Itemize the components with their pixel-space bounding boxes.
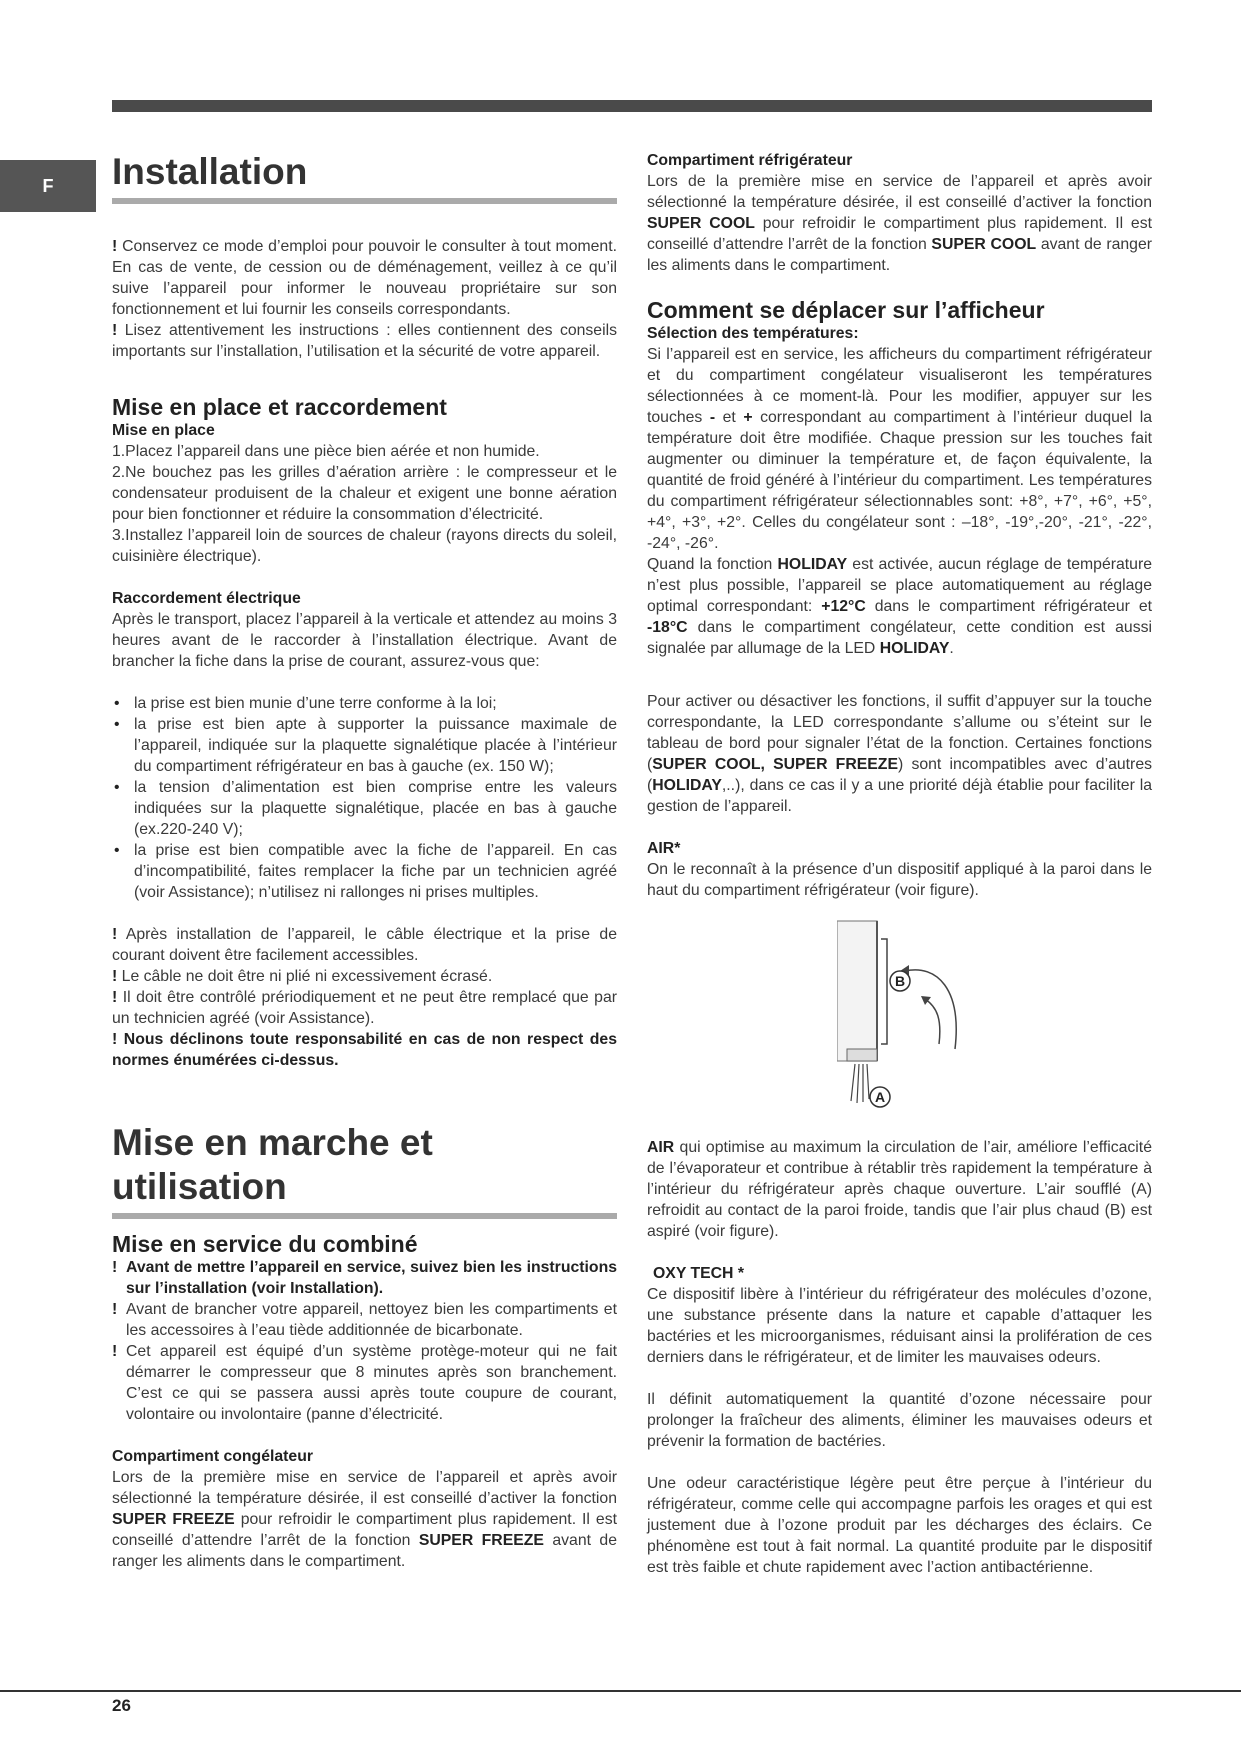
list-item: • la prise est bien apte à supporter la puissance maximale de l’appareil, indiquée sur la plaquette signalétique placée à l’intérieur du compartiment réfrigérateur en bas à gauche (ex. 150 W); (112, 714, 617, 777)
electrical-text: Après le transport, placez l’appareil à la verticale et attendez au moins 3 heures avant de le raccorder à l’installation électrique. Avant de brancher la fiche dans la prise de courant, assurez-vous que: (112, 611, 617, 670)
afficheur-title: Comment se déplacer sur l’afficheur (647, 297, 1045, 323)
freezer-text: Lors de la première mise en service de l’appareil et après avoir sélectionné la température désirée, il est conseillé d’activer la fonction SUPER FREEZE pour refroidir le compartiment plus rapidement. Il est conseillé d’attendre l’arrêt de la fonction SUPER FREEZE avant de ranger les aliments dans le compartiment. (112, 1469, 617, 1570)
combine-note-1: ! Avant de mettre l’appareil en service, suivez bien les instructions sur l’installation (voir Installation). (112, 1257, 617, 1299)
functions-text: Pour activer ou désactiver les fonctions, il suffit d’appuyer sur la touche correspondante, la LED correspondante s’allume ou s’éteint sur le tableau de bord pour signaler l’état de la fonction. Certaines fonctions (SUPER COOL, SUPER FREEZE) sont incompatibles avec d’autres (HOLIDAY,..), dans ce cas il y a une priorité déjà établie pour faciliter la gestion de l’appareil. (647, 693, 1152, 815)
fridge-subtitle: Compartiment réfrigérateur (647, 152, 853, 169)
language-tab: F (0, 160, 96, 212)
temperature-subtitle: Sélection des températures: (647, 325, 859, 342)
intro-paragraph-2: ! Lisez attentivement les instructions : elles contiennent des conseils importants sur l’installation, l’utilisation et la sécurité de votre appareil. (112, 322, 618, 360)
marche-title: Mise en marche et utilisation (112, 1121, 617, 1219)
electrical-subtitle: Raccordement électrique (112, 590, 301, 607)
oxy-paragraph-2: Il définit automatiquement la quantité d’ozone nécessaire pour prolonger la fraîcheur des aliments, éliminer les mauvaises odeurs et prévenir la formation de bactéries. (647, 1391, 1152, 1450)
warning-3: ! Il doit être contrôlé prériodiquement et ne peut être remplacé que par un technicien agréé (voir Assistance). (112, 989, 618, 1027)
electrical-checklist (112, 693, 617, 903)
freezer-subtitle: Compartiment congélateur (112, 1448, 314, 1465)
warning-4: ! Nous déclinons toute responsabilité en cas de non respect des normes énumérées ci-dessus. (112, 1031, 617, 1069)
air-subtitle: AIR* (647, 840, 681, 857)
placement-step-1: 1.Placez l’appareil dans une pièce bien aérée et non humide. (112, 443, 540, 460)
air-device-figure (837, 919, 977, 1119)
combine-note-3: ! Cet appareil est équipé d’un système protège-moteur qui ne fait démarrer le compresseur que 8 minutes après son branchement. C’est ce qui se passera aussi après toute coupure de courant, volontaire ou involontaire (panne d’électricité. (112, 1341, 617, 1425)
intro-paragraph-1: ! Conservez ce mode d’emploi pour pouvoir le consulter à tout moment. En cas de vente, de cession ou de déménagement, veillez à ce qu’il suive l’appareil pour informer le nouveau propriétaire sur son fonctionnement et lui fournir les conseils correspondants. (112, 238, 617, 318)
combine-title: Mise en service du combiné (112, 1231, 418, 1257)
figure-label-b: B (894, 973, 906, 989)
air-description: AIR qui optimise au maximum la circulation de l’air, améliore l’efficacité de l’évaporateur et contribue à rétablir très rapidement la température à l’intérieur du réfrigérateur après chaque ouverture. L’air soufflé (A) refroidit au contact de la paroi froide, tandis que l’air plus chaud (B) est aspiré (voir figure). (647, 1139, 1152, 1240)
footer-rule (0, 1690, 1241, 1692)
left-column (112, 150, 617, 1572)
oxy-paragraph-1: Ce dispositif libère à l’intérieur du réfrigérateur des molécules d’ozone, une substance présente dans la nature et capable d’attaquer les bactéries et les microorganismes, réduisant ainsi la prolifération de ces derniers dans le réfrigérateur, et de limiter les mauvaises odeurs. (647, 1286, 1152, 1366)
top-bar (112, 100, 1152, 112)
list-item: • la tension d’alimentation est bien comprise entre les valeurs indiquées sur la plaquette signalétique, placée en bas à gauche (ex.220-240 V); (112, 777, 617, 840)
fridge-text: Lors de la première mise en service de l’appareil et après avoir sélectionné la température désirée, il est conseillé d’activer la fonction SUPER COOL pour refroidir le compartiment plus rapidement. Il est conseillé d’attendre l’arrêt de la fonction SUPER COOL avant de ranger les aliments dans le compartiment. (647, 173, 1153, 274)
placement-title: Mise en place et raccordement (112, 394, 447, 420)
combine-note-2: ! Avant de brancher votre appareil, nettoyez bien les compartiments et les accessoires à l’eau tiède additionnée de bicarbonate. (112, 1299, 617, 1341)
placement-step-3: 3.Installez l’appareil loin de sources de chaleur (rayons directs du soleil, cuisinière électrique). (112, 527, 617, 565)
placement-subtitle: Mise en place (112, 422, 215, 439)
oxy-paragraph-3: Une odeur caractéristique légère peut être perçue à l’intérieur du réfrigérateur, comme celle qui accompagne parfois les orages et qui est justement due à l’ozone produit par les décharges des éclairs. Ce phénomène est tout à fait normal. La quantité produite par le dispositif est très faible et chute rapidement avec l’action antibactérienne. (647, 1475, 1152, 1576)
oxy-subtitle: OXY TECH * (653, 1265, 745, 1282)
page-number: 26 (112, 1696, 131, 1715)
air-text: On le reconnaît à la présence d’un dispositif appliqué à la paroi dans le haut du compartiment réfrigérateur (voir figure). (647, 861, 1152, 899)
warning-2: ! Le câble ne doit être ni plié ni excessivement écrasé. (112, 968, 493, 985)
right-column (647, 150, 1152, 1578)
list-item: • la prise est bien compatible avec la fiche de l’appareil. En cas d’incompatibilité, faites remplacer la fiche par un technicien agréé (voir Assistance); n’utilisez ni rallonges ni prises multiples. (112, 840, 617, 903)
placement-step-2: 2.Ne bouchez pas les grilles d’aération arrière : le compresseur et le condensateur produisent de la chaleur et exigent une bonne aération pour bien fonctionner et réduire la consommation d’électricité. (112, 464, 617, 523)
figure-label-a: A (874, 1089, 886, 1105)
installation-title: Installation (112, 150, 617, 204)
warning-1: ! Après installation de l’appareil, le câble électrique et la prise de courant doivent être facilement accessibles. (112, 926, 617, 964)
holiday-text: Quand la fonction HOLIDAY est activée, aucun réglage de température n’est plus possible, l’appareil se place automatiquement au réglage optimal correspondant: +12°C dans le compartiment réfrigérateur et -18°C dans le compartiment congélateur, cette condition est aussi signalée par allumage de la LED HOLIDAY. (647, 556, 1153, 657)
temperature-text: Si l’appareil est en service, les afficheurs du compartiment réfrigérateur et du compartiment congélateur visualiseront les températures sélectionnées à ce moment-là. Pour les modifier, appuyer sur les touches - et + correspondant au compartiment à l’intérieur duquel la température doit être modifiée. Chaque pression sur les touches fait augmenter ou diminuer la température et, de façon équivalente, la quantité de froid généré à l’intérieur du compartiment. Les températures du compartiment réfrigérateur sélectionnables sont: +8°, +7°, +6°, +5°, +4°, +3°, +2°. Celles du congélateur sont : –18°, -19°,-20°, -21°, -22°, -24°, -26°. (647, 346, 1153, 552)
list-item: • la prise est bien munie d’une terre conforme à la loi; (112, 693, 617, 714)
